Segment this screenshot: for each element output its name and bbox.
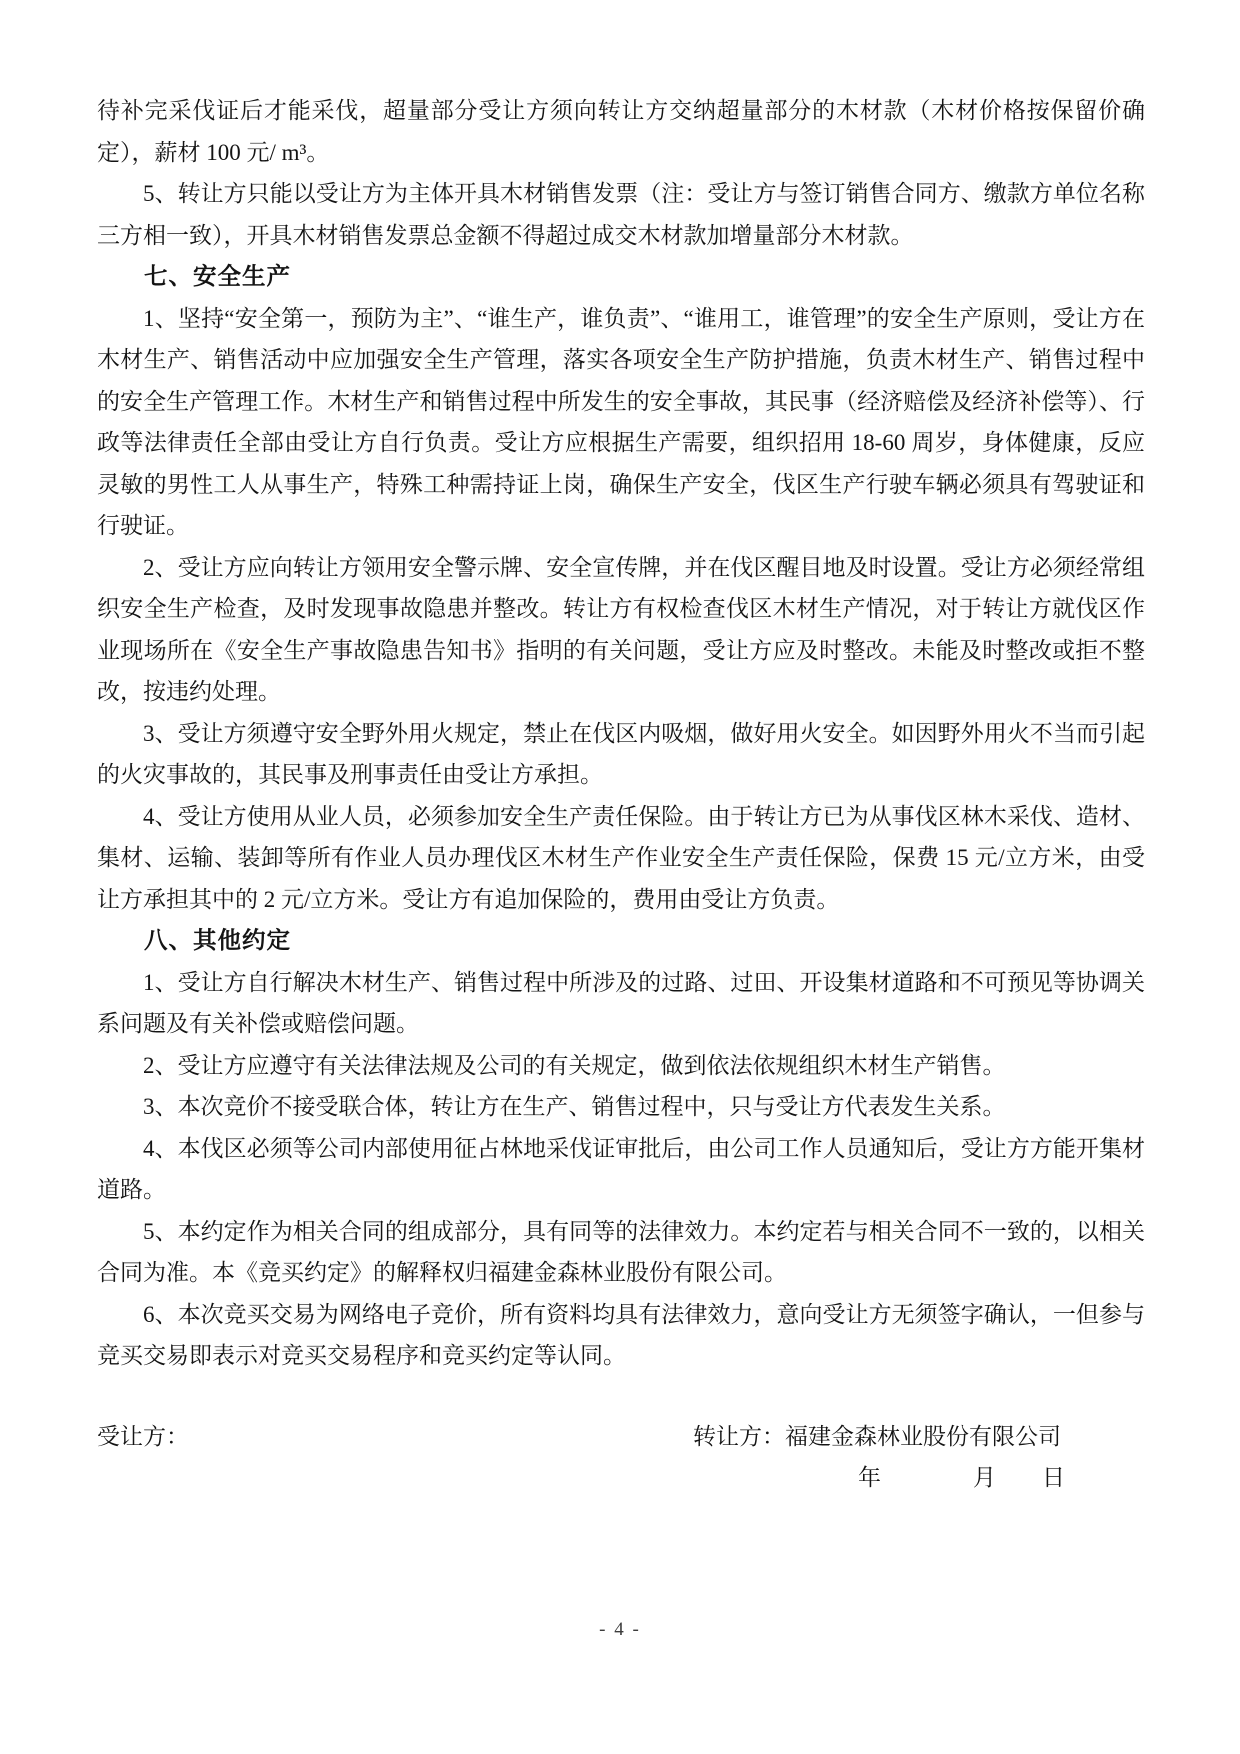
paragraph-safety-2: 2、受让方应向转让方领用安全警示牌、安全宣传牌，并在伐区醒目地及时设置。受让方必须经常组织安全生产检查，及时发现事故隐患并整改。转让方有权检查伐区木材生产情况，对于转让方就伐区作业现场所在《安全生产事故隐患告知书》指明的有关问题，受让方应及时整改。未能及时整改或拒不整改，按违约处理。: [97, 554, 1145, 704]
signature-transferor-block: [693, 1416, 1145, 1499]
paragraph-safety-3: 3、受让方须遵守安全野外用火规定，禁止在伐区内吸烟，做好用火安全。如因野外用火不当而引起的火灾事故的，其民事及刑事责任由受让方承担。: [97, 720, 1145, 787]
page-number: - 4 -: [599, 1619, 641, 1640]
signature-date-line: 年 月 日: [858, 1465, 1065, 1490]
paragraph-safety-1: 1、坚持“安全第一，预防为主”、“谁生产，谁负责”、“谁用工，谁管理”的安全生产原则，受让方在木材生产、销售活动中应加强安全生产管理，落实各项安全生产防护措施，负责木材生产、销售过程中的安全生产管理工作。木材生产和销售过程中所发生的安全事故，其民事（经济赔偿及经济补偿等）、行政等法律责任全部由受让方自行负责。受让方应根据生产需要，组织招用 18-60 周岁，身体健康，反应灵敏的男性工人从事生产，特殊工种需持证上岗，确保生产安全，伐区生产行驶车辆必须具有驾驶证和行驶证。: [97, 305, 1145, 538]
document-body: [97, 90, 1145, 1377]
paragraph-other-3: 3、本次竞价不接受联合体，转让方在生产、销售过程中，只与受让方代表发生关系。: [143, 1094, 1006, 1119]
paragraph-other-6: 6、本次竞买交易为网络电子竞价，所有资料均具有法律效力，意向受让方无须签字确认，一但参与竞买交易即表示对竞买交易程序和竞买约定等认同。: [97, 1301, 1145, 1368]
signature-block: [97, 1416, 1145, 1499]
section-heading-other: 八、其他约定: [144, 927, 291, 953]
paragraph-continuation: 待补完采伐证后才能采伐，超量部分受让方须向转让方交纳超量部分的木材款（木材价格按保留价确定），薪材 100 元/ m³。: [97, 98, 1145, 165]
paragraph-other-4: 4、本伐区必须等公司内部使用征占林地采伐证审批后，由公司工作人员通知后，受让方方能开集材道路。: [97, 1135, 1145, 1202]
section-heading-safety: 七、安全生产: [144, 263, 291, 289]
paragraph-other-5: 5、本约定作为相关合同的组成部分，具有同等的法律效力。本约定若与相关合同不一致的，以相关合同为准。本《竞买约定》的解释权归福建金森林业股份有限公司。: [97, 1218, 1145, 1285]
signature-transferee-label: 受让方：: [97, 1423, 189, 1449]
paragraph-invoice-rule: 5、转让方只能以受让方为主体开具木材销售发票（注：受让方与签订销售合同方、缴款方单位名称三方相一致），开具木材销售发票总金额不得超过成交木材款加增量部分木材款。: [97, 181, 1145, 248]
signature-transferor-label: 转让方：福建金森林业股份有限公司: [693, 1423, 1061, 1449]
paragraph-other-2: 2、受让方应遵守有关法律法规及公司的有关规定，做到依法依规组织木材生产销售。: [143, 1052, 1006, 1078]
paragraph-other-1: 1、受让方自行解决木材生产、销售过程中所涉及的过路、过田、开设集材道路和不可预见等协调关系问题及有关补偿或赔偿问题。: [97, 969, 1145, 1036]
paragraph-safety-4: 4、受让方使用从业人员，必须参加安全生产责任保险。由于转让方已为从事伐区林木采伐、造材、集材、运输、装卸等所有作业人员办理伐区木材生产作业安全生产责任保险，保费 15 元/立方米，由受让方承担其中的 2 元/立方米。受让方有追加保险的，费用由受让方负责。: [97, 803, 1145, 912]
